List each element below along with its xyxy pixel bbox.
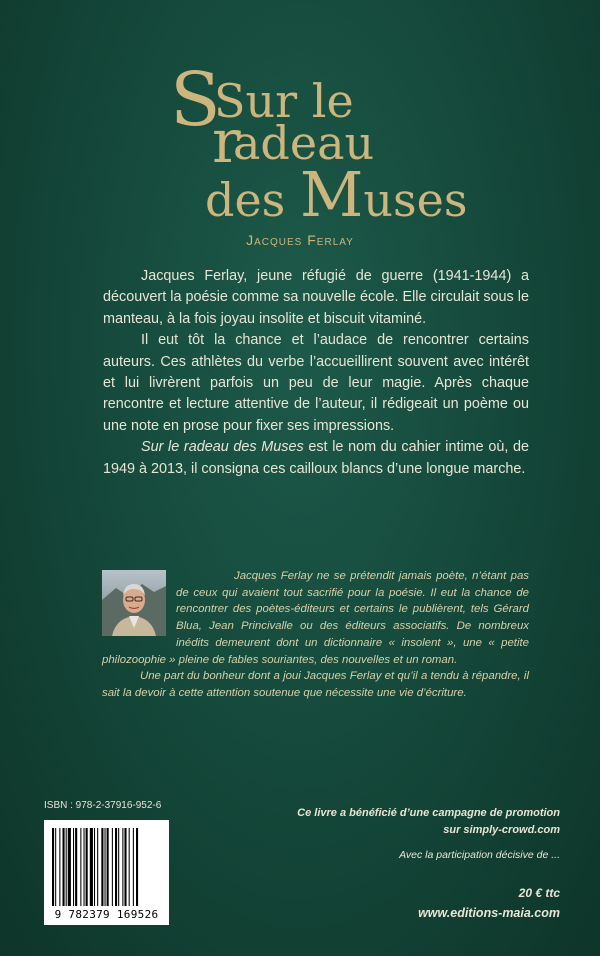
author-portrait-image [102, 570, 166, 636]
summary-text [103, 266, 529, 480]
title-line-3: des Muses [205, 158, 468, 231]
barcode-bars [44, 820, 169, 908]
campaign-text [297, 805, 560, 839]
title-letter-r: r [212, 107, 241, 177]
title-line-2: adeau [233, 116, 375, 170]
publisher-website: www.editions-maia.com [418, 906, 560, 920]
barcode-number: 9 782379 169526 [54, 908, 159, 921]
summary-paragraph-3 [103, 437, 529, 480]
title-line-1: Sur le [214, 74, 354, 128]
bio-paragraph-2: Une part du bonheur dont a joui Jacques Ferlay et qu’il a tendu à répandre, il sait la devoir à cette attention soutenue que nécessite une vie d’écriture. [102, 670, 529, 699]
title-letter-s: S [170, 57, 221, 143]
isbn-text: ISBN : 978-2-37916-952-6 [44, 800, 162, 811]
summary-paragraph-3-rest: est le nom du cahier intime où, de 1949 à 2013, il consigna ces cailloux blancs d’une longue marche. [103, 439, 530, 477]
campaign-line-2: sur simply-crowd.com [443, 824, 560, 836]
summary-paragraph-1: Jacques Ferlay, jeune réfugié de guerre (1941-1944) a découvert la poésie comme sa nouvelle école. Elle circulait sous le manteau, à la fois joyau insolite et biscuit vitaminé. [103, 268, 529, 327]
book-title [0, 0, 600, 230]
barcode [44, 820, 169, 925]
author-name: Jacques Ferlay [246, 232, 354, 248]
summary-paragraph-2: Il eut tôt la chance et l’audace de rencontrer certains auteurs. Ces athlètes du verbe l’accueillirent souvent avec intérêt et lui livrèrent parfois un peu de leur magie. Après chaque rencontre et lecture attentive de l’auteur, il rédigeait un poème ou une note en prose pour fixer ses impressions. [103, 332, 529, 434]
participation-text: Avec la participation décisive de ... [399, 849, 560, 861]
author-photo [102, 570, 166, 636]
bio-paragraph-1: Jacques Ferlay ne se prétendit jamais poète, n’étant pas de ceux qui avaient tout sacrifié pour la poésie. Il eut la chance de rencontrer des poètes-éditeurs et certains le publièrent, tels Gérard Blua, Jean Princivalle ou des éditeurs associatifs. De nombreux inédits demeurent dont un dictionnaire « insolent », une « petite philozoophie » pleine de fables souriantes, des nouvelles et un roman. [102, 570, 529, 666]
author-bio [102, 568, 529, 702]
book-title-reference: Sur le radeau des Muses [141, 439, 304, 456]
campaign-line-1: Ce livre a bénéficié d’une campagne de promotion [297, 807, 560, 819]
price-text: 20 € ttc [518, 886, 560, 900]
